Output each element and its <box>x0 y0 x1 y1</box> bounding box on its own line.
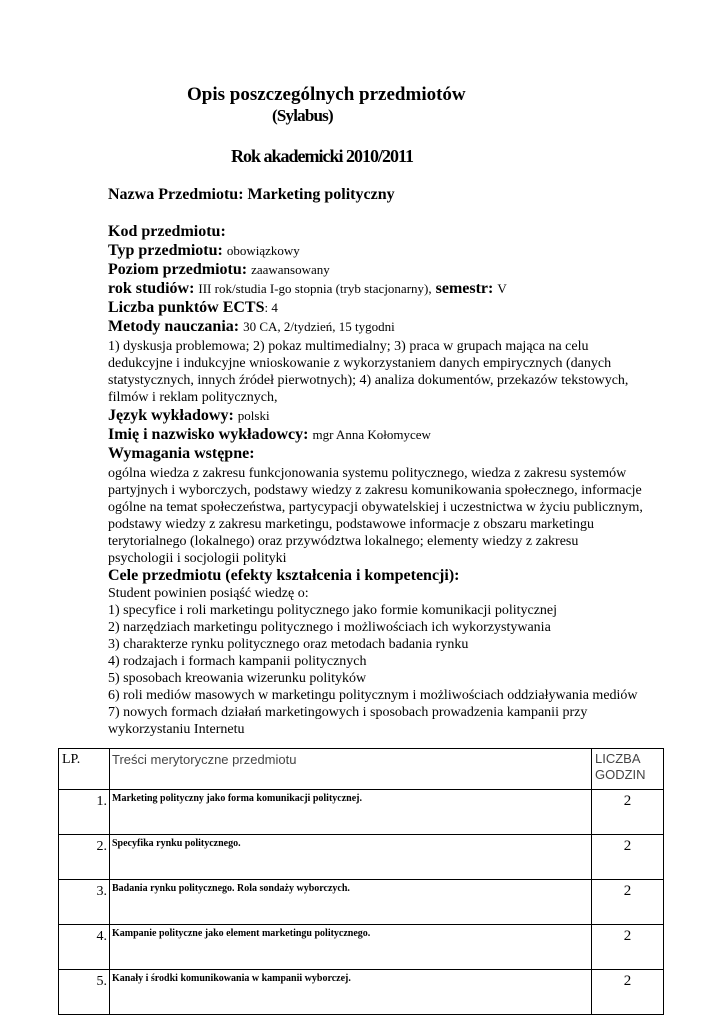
goals-line: 7) nowych formach działań marketingowych i sposobach prowadzenia kampanii przy <box>108 705 588 720</box>
goals-line: 2) narzędziach marketingu politycznego i możliwościach ich wykorzystywania <box>108 620 551 635</box>
row-hours: 2 <box>592 790 664 835</box>
code-label: Kod przedmiotu: <box>108 223 226 240</box>
goals-list <box>108 585 668 738</box>
goals-line: Student powinien posiąść wiedzę o: <box>108 586 309 601</box>
language-label: Język wykładowy: <box>108 407 234 424</box>
row-hours: 2 <box>592 835 664 880</box>
goals-line: 4) rodzajach i formach kampanii politycznych <box>108 654 367 669</box>
row-hours: 2 <box>592 880 664 925</box>
row-lp: 4. <box>59 925 110 970</box>
goals-line: 5) sposobach kreowania wizerunku polityków <box>108 671 367 686</box>
row-lp: 5. <box>59 970 110 1015</box>
row-lp: 1. <box>59 790 110 835</box>
academic-year: Rok akademicki 2010/2011 <box>231 146 414 166</box>
study-year-label: rok studiów: <box>108 280 195 297</box>
table-row <box>59 970 664 1015</box>
header-lp: LP. <box>59 749 110 790</box>
language-value: polski <box>237 408 270 423</box>
prereq-line: psychologii i socjologii polityki <box>108 551 287 566</box>
prereq-line: terytorialnego (lokalnego) oraz przywództwa lokalnego; elementy wiedzy z zakresu <box>108 534 579 549</box>
row-lp: 2. <box>59 835 110 880</box>
row-topic: Badania rynku politycznego. Rola sondaży wyborczych. <box>110 880 592 925</box>
level-label: Poziom przedmiotu: <box>108 261 248 278</box>
goals-heading <box>108 566 668 585</box>
methods-line: filmów i reklam politycznych, <box>108 390 278 405</box>
page-subtitle: (Sylabus) <box>272 106 333 125</box>
ects-value: : 4 <box>264 300 278 315</box>
prereq-line: podstawy wiedzy z zakresu marketingu, podstawowe informacje z obszaru marketingu <box>108 517 594 532</box>
methods-line: statystycznych, innych źródeł pierwotnych); 4) analiza dokumentów, przekazów tekstowych, <box>108 373 629 388</box>
row-hours: 2 <box>592 925 664 970</box>
methods-description <box>108 338 668 406</box>
row-topic: Kampanie polityczne jako element marketingu politycznego. <box>110 925 592 970</box>
type-value: obowiązkowy <box>226 243 300 258</box>
ects-label: Liczba punktów ECTS <box>108 299 265 316</box>
goals-line: 6) roli mediów masowych w marketingu politycznym i możliwościach oddziaływania mediów <box>108 688 638 703</box>
course-name: Nazwa Przedmiotu: Marketing polityczny <box>108 186 395 203</box>
row-topic: Specyfika rynku politycznego. <box>110 835 592 880</box>
header-hours-line2: GODZIN <box>595 767 646 782</box>
course-details <box>108 222 668 336</box>
methods-line: dedukcyjne i indukcyjne wnioskowanie z wykorzystaniem danych empirycznych (danych <box>108 356 612 371</box>
row-hours: 2 <box>592 970 664 1015</box>
prereq-line: partyjnych i wyborczych, podstawy wiedzy z zakresu komunikowania społecznego, informacje <box>108 483 642 498</box>
content-table <box>58 748 664 1015</box>
level-value: zaawansowany <box>251 262 330 277</box>
prereq-label: Wymagania wstępne: <box>108 445 255 462</box>
table-row <box>59 790 664 835</box>
goals-line: 3) charakterze rynku politycznego oraz metodach badania rynku <box>108 637 469 652</box>
prerequisites <box>108 465 668 567</box>
methods-line: 1) dyskusja problemowa; 2) pokaz multimedialny; 3) praca w grupach mająca na celu <box>108 339 589 354</box>
methods-value: 30 CA, 2/tydzień, 15 tygodni <box>243 319 395 334</box>
lecturer-label: Imię i nazwisko wykładowcy: <box>108 426 309 443</box>
prereq-line: ogólne na temat społeczeństwa, partycypacji obywatelskiej i uczestnictwa w życiu publicznym, <box>108 500 643 515</box>
type-label: Typ przedmiotu: <box>108 242 223 259</box>
goals-label: Cele przedmiotu (efekty kształcenia i kompetencji): <box>108 567 460 584</box>
row-topic: Marketing polityczny jako forma komunikacji politycznej. <box>110 790 592 835</box>
prereq-line: ogólna wiedza z zakresu funkcjonowania systemu politycznego, wiedza z zakresu systemów <box>108 466 627 481</box>
study-year-value: III rok/studia I-go stopnia (tryb stacjonarny), <box>198 281 432 296</box>
goals-line: wykorzystaniu Internetu <box>108 722 245 737</box>
table-row <box>59 880 664 925</box>
header-hours-line1: LICZBA <box>595 751 641 766</box>
goals-line: 1) specyfice i roli marketingu politycznego jako formie komunikacji politycznej <box>108 603 558 618</box>
semester-value: V <box>497 281 507 296</box>
semester-label: semestr: <box>435 280 494 297</box>
language-lecturer <box>108 406 668 463</box>
row-lp: 3. <box>59 880 110 925</box>
header-content: Treści merytoryczne przedmiotu <box>110 749 592 790</box>
lecturer-value: mgr Anna Kołomycew <box>312 427 431 442</box>
table-row <box>59 925 664 970</box>
methods-label: Metody nauczania: <box>108 318 240 335</box>
table-row <box>59 835 664 880</box>
page-title: Opis poszczególnych przedmiotów <box>187 84 466 105</box>
row-topic: Kanały i środki komunikowania w kampanii wyborczej. <box>110 970 592 1015</box>
header-hours <box>592 749 664 790</box>
table-header-row <box>59 749 664 790</box>
